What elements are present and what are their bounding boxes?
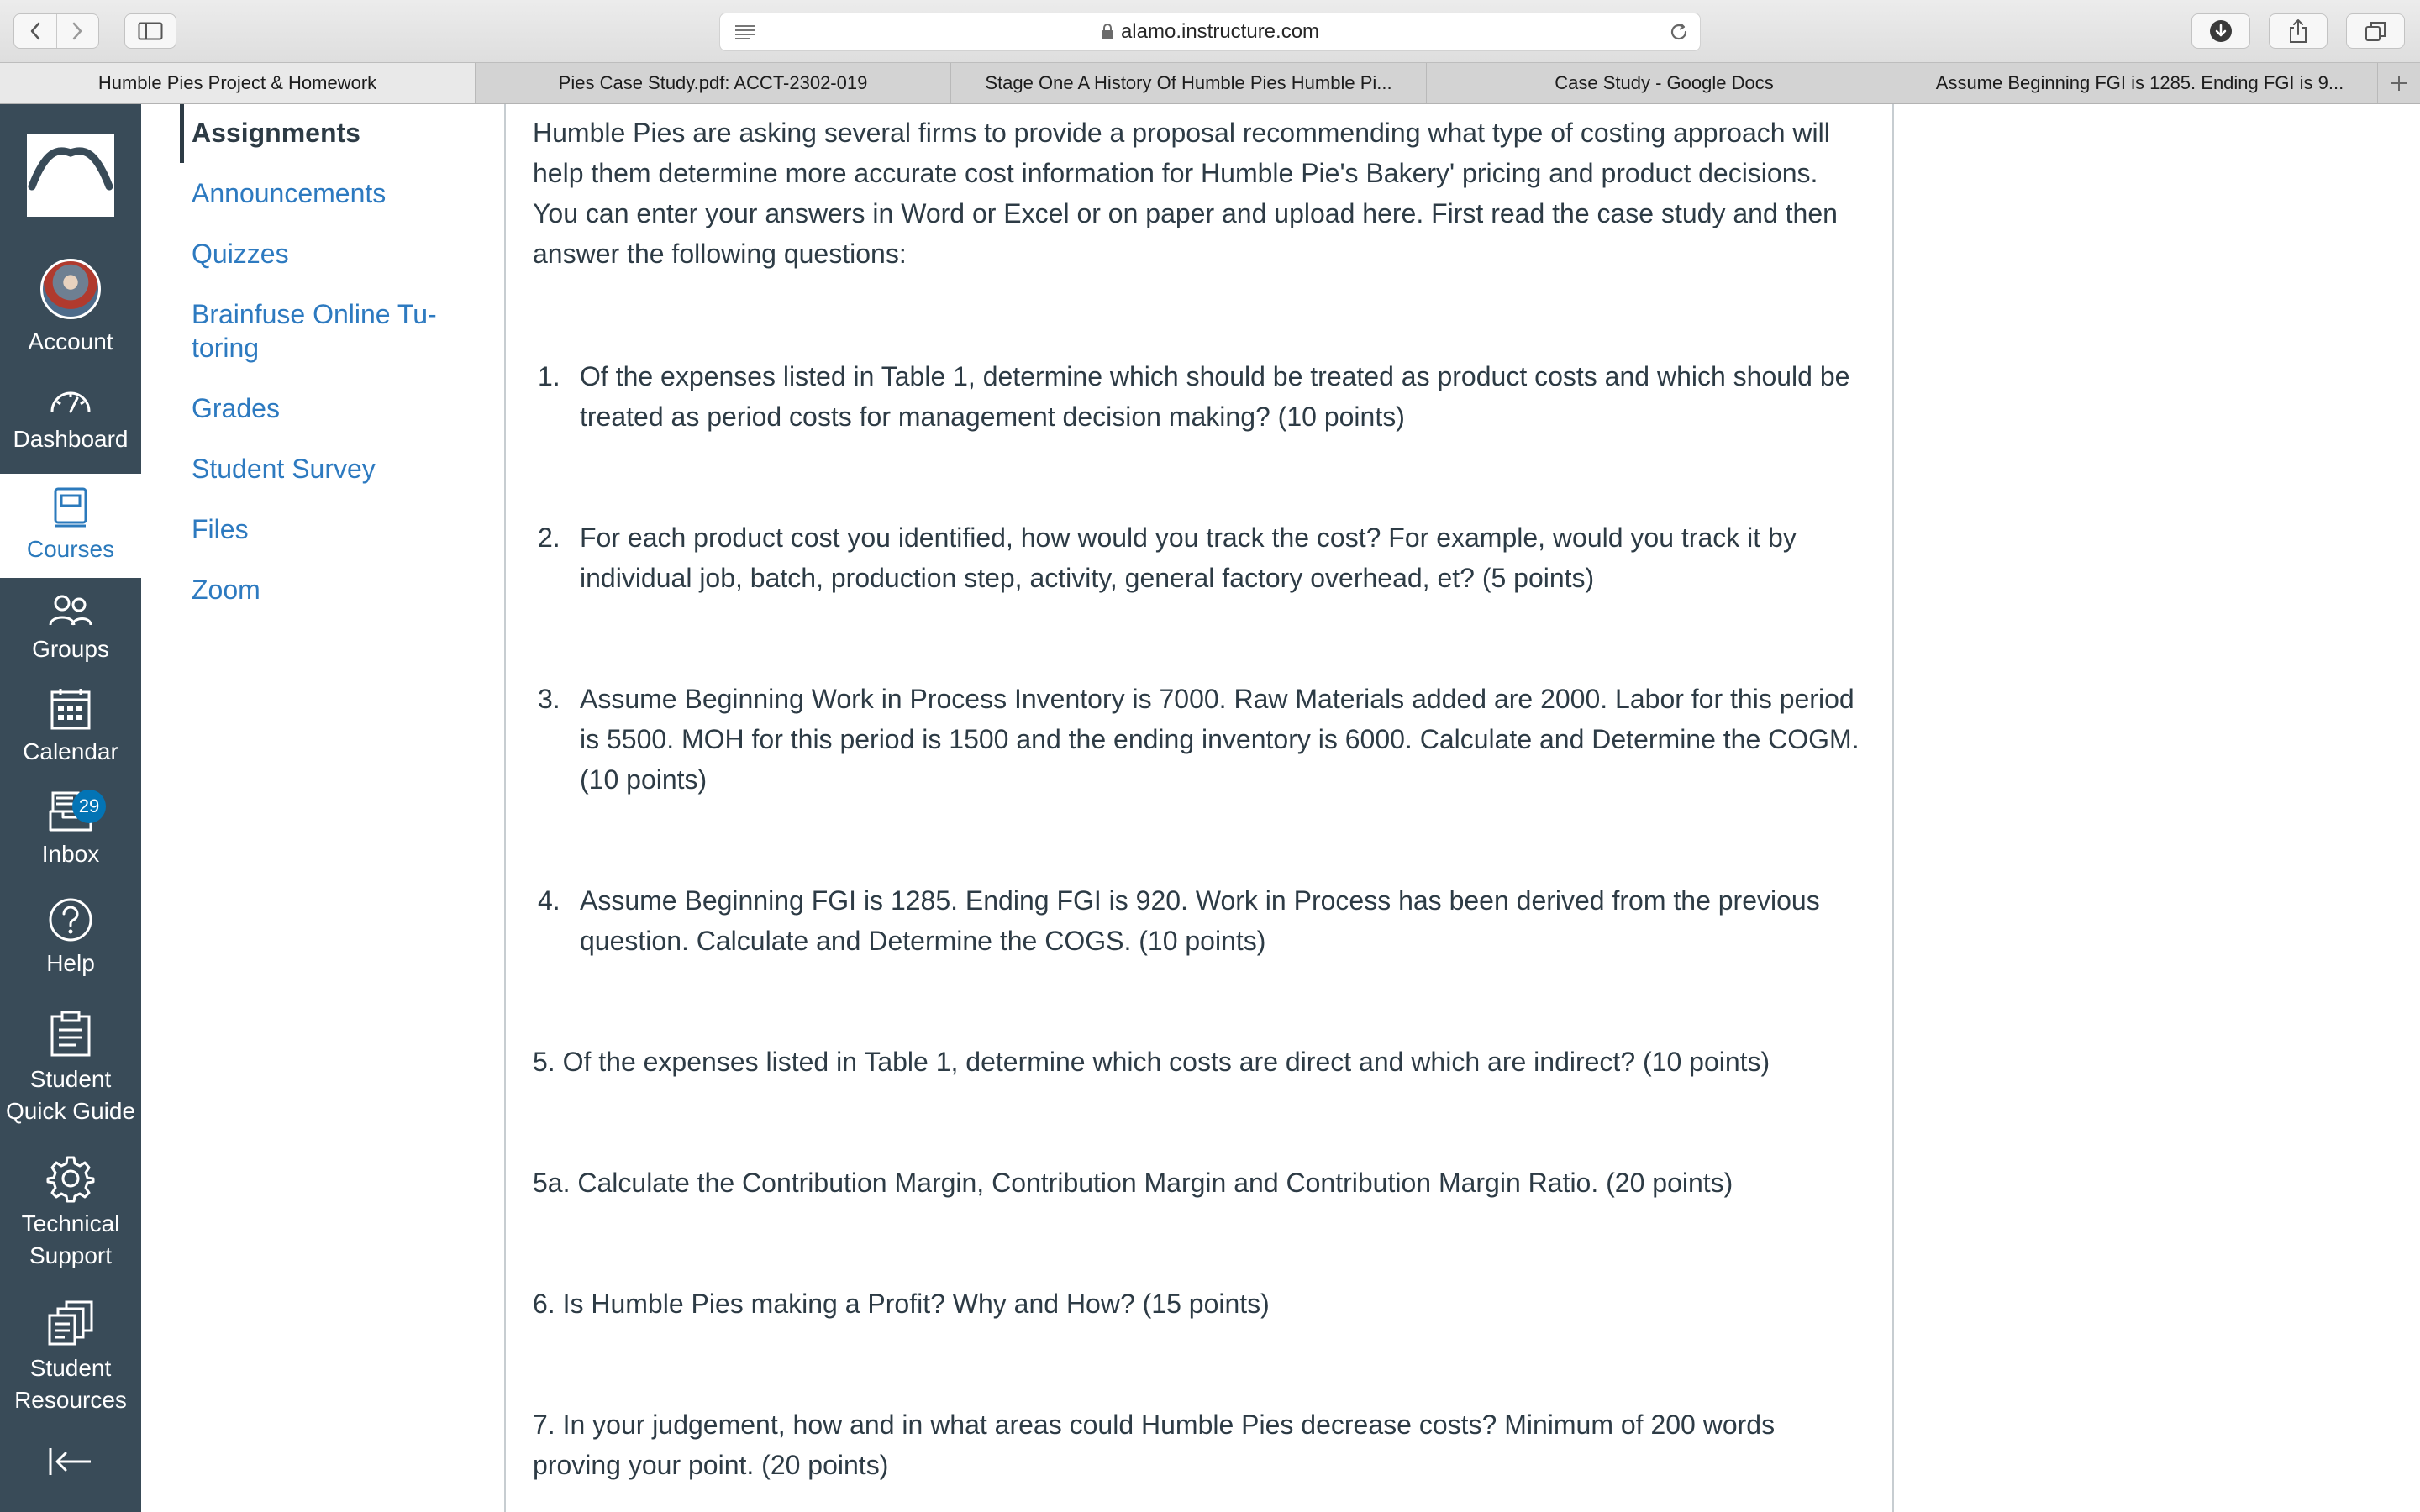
nav-calendar[interactable] (0, 687, 141, 768)
nav-inbox[interactable] (0, 790, 141, 870)
question-2-number: 2. (538, 522, 560, 553)
course-nav-files[interactable]: Files (192, 514, 249, 544)
groups-icon (47, 593, 94, 628)
tab-case-study-google-docs[interactable]: Case Study - Google Docs (1427, 63, 1902, 103)
question-6: 6. Is Humble Pies making a Profit? Why and How? (15 points) (533, 1289, 1270, 1319)
nav-student-quick-guide-label-2: Quick Guide (5, 1098, 136, 1124)
plus-icon (2390, 74, 2408, 92)
nav-calendar-label: Calendar (23, 738, 118, 764)
question-4-text: Assume Beginning FGI is 1285. Ending FGI is 920. Work in Process has been derived from the previous question. Calculate and Determine the COGS. (10 points) (580, 885, 1820, 956)
sidebar-toggle-button[interactable] (124, 13, 176, 49)
nav-groups-label: Groups (32, 636, 109, 662)
question-3 (538, 679, 1865, 800)
calendar-icon (50, 687, 92, 731)
nav-dashboard[interactable] (0, 383, 141, 455)
course-nav (141, 104, 504, 1512)
global-nav (0, 104, 141, 1512)
share-button[interactable] (2269, 13, 2328, 49)
course-nav-quizzes[interactable]: Quizzes (192, 239, 289, 269)
nav-technical-support-label-2: Support (29, 1242, 113, 1268)
url-text: alamo.instructure.com (1120, 20, 1320, 43)
gear-icon (46, 1154, 95, 1203)
tab-humble-pies-project[interactable]: Humble Pies Project & Homework (0, 63, 476, 103)
question-1-number: 1. (538, 361, 560, 391)
share-icon (2287, 18, 2309, 44)
downloads-button[interactable] (2191, 13, 2250, 49)
tab-overview-button[interactable] (2346, 13, 2405, 49)
question-1 (538, 356, 1865, 437)
question-4-number: 4. (538, 885, 560, 916)
assignment-intro: Humble Pies are asking several firms to provide a proposal recommending what type of costing approach will help them determine more accurate cost information for Humble Pie's Bakery' pricing and product decisions. You can enter your answers in Word or Excel or on paper and upload here. First read the case study and then answer the following questions: (533, 118, 1838, 269)
course-nav-brainfuse-line-1[interactable]: Brainfuse Online Tu- (192, 299, 437, 329)
browser-toolbar (0, 0, 2420, 62)
question-2 (538, 517, 1865, 598)
nav-technical-support-label-1: Technical (21, 1210, 120, 1236)
nav-technical-support[interactable] (0, 1154, 141, 1272)
collapse-nav-button[interactable] (0, 1445, 141, 1478)
question-1-text: Of the expenses listed in Table 1, determine which should be treated as product costs and which should be treated as period costs for management decision making? (10 points) (580, 361, 1850, 432)
course-nav-grades[interactable]: Grades (192, 393, 280, 423)
question-4 (538, 880, 1865, 961)
nav-groups[interactable] (0, 593, 141, 665)
nav-student-quick-guide-label-1: Student (29, 1066, 112, 1092)
lock-icon (1101, 24, 1114, 40)
course-nav-assignments[interactable]: Assignments (192, 118, 360, 148)
question-2-text: For each product cost you identified, how would you track the cost? For example, would you track it by individual job, batch, production step, activity, general factory overhead, et? (5 points) (580, 522, 1797, 593)
courses-icon (52, 486, 89, 528)
dashboard-icon (47, 383, 94, 417)
chevron-left-icon (29, 21, 41, 41)
question-3-number: 3. (538, 684, 560, 714)
assignment-content (504, 104, 1894, 1512)
tab-assume-beginning-fgi[interactable]: Assume Beginning FGI is 1285. Ending FGI is 9... (1902, 63, 2378, 103)
tab-strip (0, 62, 2420, 104)
nav-student-resources[interactable] (0, 1299, 141, 1416)
reload-icon[interactable] (1668, 21, 1690, 43)
address-bar[interactable] (719, 13, 1701, 51)
nav-account-label: Account (28, 328, 113, 354)
course-nav-zoom[interactable]: Zoom (192, 575, 260, 605)
sidebar-icon (138, 22, 163, 40)
tab-pies-case-study-pdf[interactable]: Pies Case Study.pdf: ACCT-2302-019 (476, 63, 951, 103)
question-5: 5. Of the expenses listed in Table 1, determine which costs are direct and which are indirect? (10 points) (533, 1047, 1770, 1077)
course-nav-brainfuse-line-2[interactable]: toring (192, 333, 260, 363)
download-icon (2209, 19, 2233, 43)
nav-student-resources-label-2: Resources (14, 1387, 127, 1413)
collapse-icon (47, 1445, 94, 1478)
question-7: 7. In your judgement, how and in what areas could Humble Pies decrease costs? Minimum of 200 words proving your point. (20 points) (533, 1410, 1776, 1480)
course-nav-student-survey[interactable]: Student Survey (192, 454, 376, 484)
nav-help[interactable] (0, 897, 141, 979)
question-5a: 5a. Calculate the Contribution Margin, Contribution Margin and Contribution Margin Ratio. (20 points) (533, 1168, 1733, 1198)
clipboard-icon (47, 1010, 94, 1058)
nav-courses-label: Courses (26, 536, 115, 562)
canvas-logo-icon[interactable] (27, 134, 114, 217)
forward-button[interactable] (56, 14, 99, 48)
avatar (40, 259, 101, 319)
question-3-text: Assume Beginning Work in Process Inventory is 7000. Raw Materials added are 2000. Labor for this period is 5500. MOH for this period is 1500 and the ending inventory is 6000. Calculate and Determine the COGM. (10 points) (580, 684, 1860, 795)
new-tab-button[interactable] (2378, 63, 2420, 103)
tabs-icon (2364, 19, 2387, 43)
nav-dashboard-label: Dashboard (13, 426, 129, 452)
url-display (720, 13, 1700, 50)
tab-stage-one-history[interactable]: Stage One A History Of Humble Pies Humble Pi... (951, 63, 1427, 103)
nav-student-quick-guide[interactable] (0, 1010, 141, 1127)
nav-inbox-label: Inbox (41, 841, 100, 867)
nav-student-resources-label-1: Student (29, 1355, 112, 1381)
course-nav-announcements[interactable]: Announcements (192, 178, 387, 208)
history-nav (13, 13, 99, 49)
nav-courses[interactable] (0, 474, 141, 578)
documents-icon (46, 1299, 95, 1347)
help-icon (48, 897, 93, 942)
nav-account[interactable] (0, 259, 141, 358)
inbox-badge: 29 (72, 790, 106, 823)
active-indicator (180, 104, 184, 163)
chevron-right-icon (71, 21, 83, 41)
nav-help-label: Help (46, 950, 95, 976)
back-button[interactable] (14, 14, 56, 48)
